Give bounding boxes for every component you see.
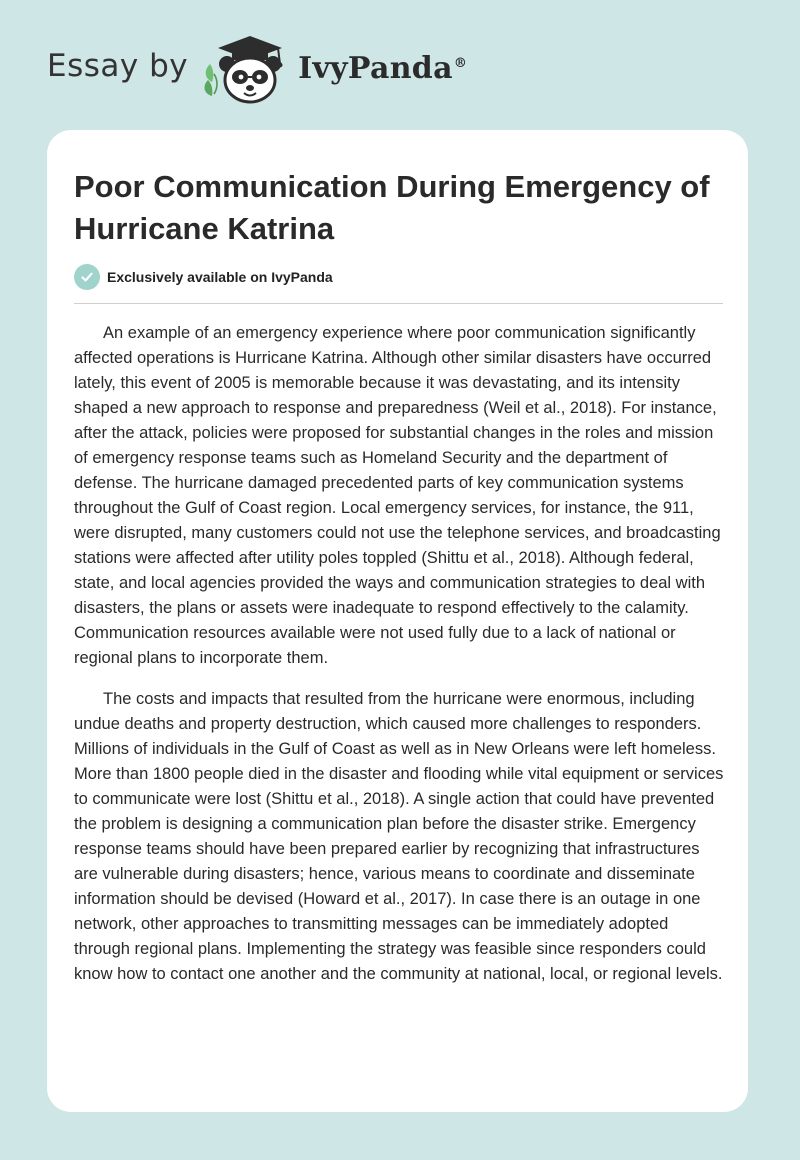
check-circle-icon	[74, 264, 100, 290]
brand-header[interactable]	[47, 34, 467, 106]
exclusive-badge	[74, 264, 333, 290]
page-title: Poor Communication During Emergency of Hurricane Katrina	[74, 169, 710, 246]
paragraph: The costs and impacts that resulted from the hurricane were enormous, including undue deaths and property destruction, which caused more challenges to responders. Millions of individuals in the Gulf of Coast as well as in New Orleans were left homeless. More than 1800 people died in the disaster and flooding while vital equipment or services to communicate were lost (Shittu et al., 2018). A single action that could have prevented the problem is designing a communication plan before the disaster strike. Emergency response teams should have been prepared earlier by recognizing that infrastructures are vulnerable during disasters; hence, various means to coordinate and disseminate information should be devised (Howard et al., 2017). In case there is an outage in one network, other approaches to transmitting messages can be immediately adopted through regional plans. Implementing the strategy was feasible since responders could know how to contact one another and the community at national, local, or regional levels.	[74, 690, 724, 983]
exclusive-label: Exclusively available on IvyPanda	[107, 269, 333, 285]
ivypanda-logo-icon	[200, 34, 292, 106]
brand-prefix: Essay by	[47, 48, 189, 84]
essay-body	[74, 321, 724, 1003]
divider	[74, 303, 723, 304]
paragraph: An example of an emergency experience where poor communication significantly affected operations is Hurricane Katrina. Although other similar disasters have occurred lately, this event of 2005 is memorable because it was devastating, and its intensity shaped a new approach to response and preparedness (Weil et al., 2018). For instance, after the attack, policies were proposed for substantial changes in the roles and mission of emergency response teams such as Homeland Security and the department of defense. The hurricane damaged precedented parts of key communication systems throughout the Gulf of Coast region. Local emergency services, for instance, the 911, were disrupted, many customers could not use the telephone services, and broadcasting stations were affected after utility poles toppled (Shittu et al., 2018). Although federal, state, and local agencies provided the ways and communication strategies to deal with disasters, the plans or assets were inadequate to respond effectively to the calamity. Communication resources available were not used fully due to a lack of national or regional plans to incorporate them.	[74, 324, 721, 667]
brand-name: IvyPanda®	[298, 50, 468, 86]
essay-card	[47, 130, 748, 1112]
